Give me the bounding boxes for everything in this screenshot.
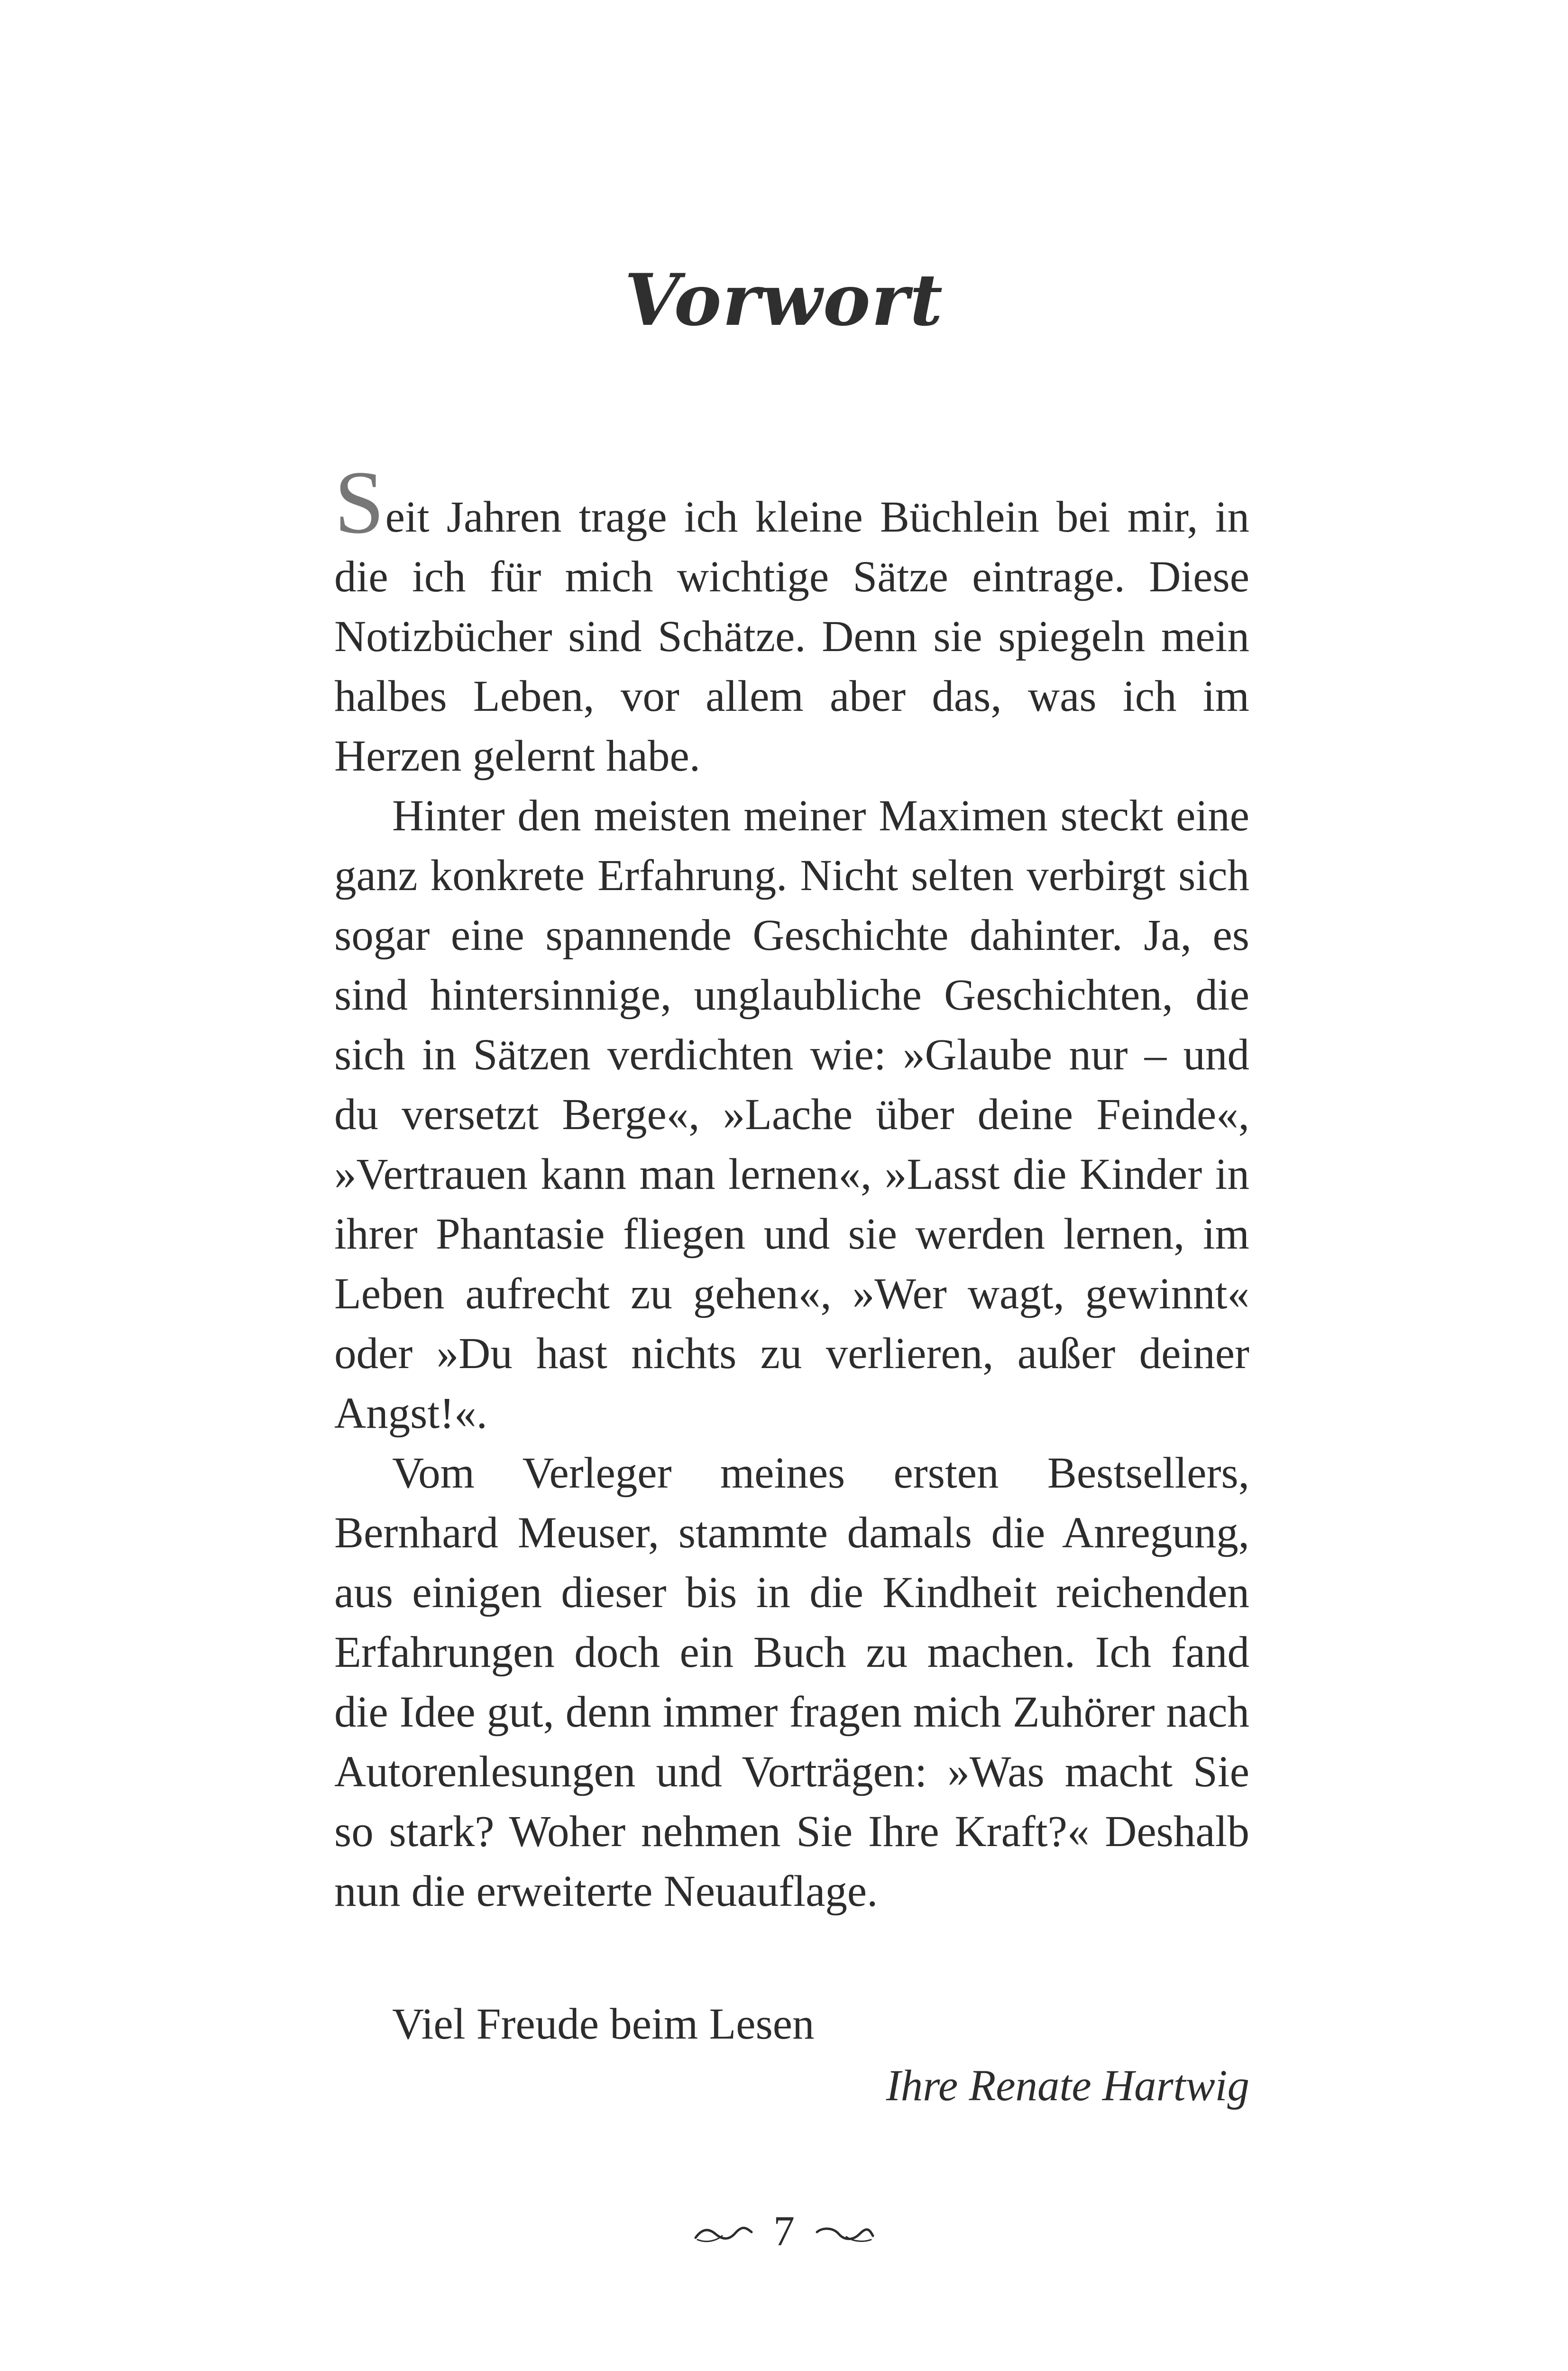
drop-initial: S [334, 453, 385, 552]
page-footer [0, 2203, 1568, 2256]
paragraph-3: Vom Verleger meines ersten Bestsellers, Bernhard Meuser, stammte damals die Anregung, aus einigen dieser bis in die Kindheit reichenden Erfahrungen doch ein Buch zu machen. Ich fand die Idee gut, denn immer fragen mich Zuhörer nach Autorenlesungen und Vorträgen: »Was macht Sie so stark? Woher nehmen Sie Ihre Kraft?« Deshalb nun die erweiterte Neuauflage. [334, 1449, 1249, 1916]
author-signature: Ihre Renate Hartwig [886, 2061, 1249, 2110]
swash-ornament-icon [814, 2207, 876, 2256]
closing-greeting: Viel Freude beim Lesen [392, 2000, 815, 2049]
paragraph-1 [334, 453, 1249, 786]
body-text [334, 453, 1249, 1921]
paragraph-1-text: eit Jahren trage ich kleine Büchlein bei mir, in die ich für mich wichtige Sätze eintrage. Diese Notizbücher sind Schätze. Denn sie spiegeln mein halbes Leben, vor allem aber das, was ich im Herzen gelernt habe. [334, 493, 1249, 781]
page-number: 7 [773, 2207, 795, 2255]
chapter-title: Vorwort [624, 258, 944, 342]
swash-ornament-icon [693, 2207, 754, 2256]
paragraph-2: Hinter den meisten meiner Maximen steckt eine ganz konkrete Erfahrung. Nicht selten verbirgt sich sogar eine spannende Geschichte dahinter. Ja, es sind hintersinnige, unglaubliche Geschichten, die sich in Sätzen verdichten wie: »Glaube nur – und du versetzt Berge«, »Lache über deine Feinde«, »Vertrauen kann man lernen«, »Lasst die Kinder in ihrer Phantasie fliegen und sie werden lernen, im Leben aufrecht zu gehen«, »Wer wagt, gewinnt« oder »Du hast nichts zu verlieren, außer deiner Angst!«. [334, 791, 1249, 1438]
